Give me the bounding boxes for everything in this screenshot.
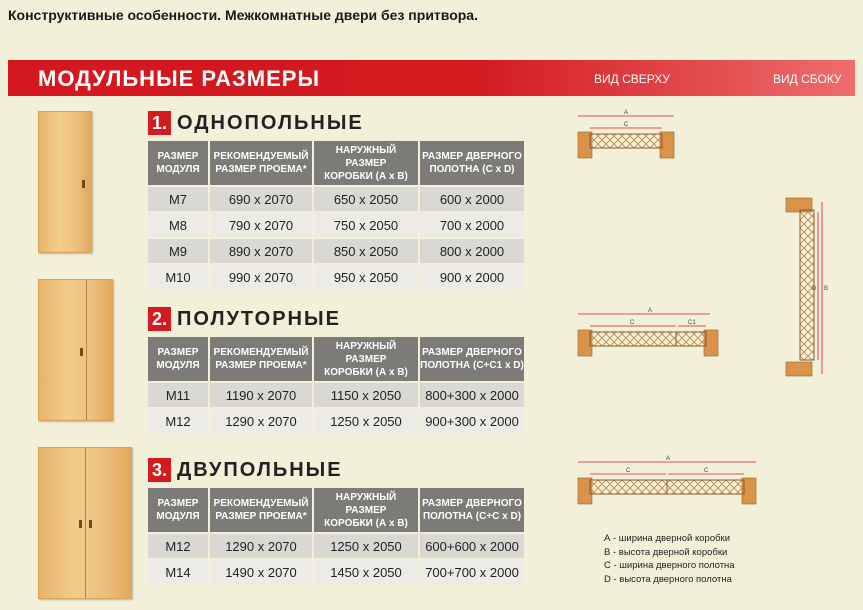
sizes-table-double [146, 486, 526, 586]
cell-module: М12 [148, 409, 208, 433]
dimension-label-c: C [704, 468, 709, 474]
table-row [148, 265, 524, 289]
cell-frame: 1150 x 2050 [314, 383, 418, 407]
door-handle-icon [80, 348, 83, 356]
col-header-frame: НАРУЖНЫЙ РАЗМЕР КОРОБКИ (А х В) [314, 488, 418, 532]
col-header-module: РАЗМЕР МОДУЛЯ [148, 337, 208, 381]
cell-frame: 1250 x 2050 [314, 534, 418, 558]
table-row [148, 409, 524, 433]
view-top-label: ВИД СВЕРХУ [594, 72, 670, 86]
cell-module: М14 [148, 560, 208, 584]
door-leaf-section-small [676, 332, 706, 346]
dimension-label-d: D [812, 286, 817, 292]
cell-opening: 690 x 2070 [210, 187, 312, 211]
door-handle-icon [79, 520, 82, 528]
dimension-label-c: C [630, 320, 635, 326]
cell-opening: 1490 x 2070 [210, 560, 312, 584]
double-door-image [38, 447, 132, 599]
cell-module: М9 [148, 239, 208, 263]
col-header-leaf: РАЗМЕР ДВЕРНОГО ПОЛОТНА (С х D) [420, 141, 524, 185]
cell-opening: 1290 x 2070 [210, 534, 312, 558]
door-leaf-section-right [667, 480, 744, 494]
dimension-label-a: A [624, 110, 629, 116]
col-header-leaf: РАЗМЕР ДВЕРНОГО ПОЛОТНА (С+С х D) [420, 488, 524, 532]
table-row [148, 534, 524, 558]
col-header-opening: РЕКОМЕНДУЕМЫЙ РАЗМЕР ПРОЕМА* [210, 141, 312, 185]
cell-opening: 1290 x 2070 [210, 409, 312, 433]
page-heading: Конструктивные особенности. Межкомнатные двери без притвора. [8, 7, 478, 23]
sizes-table-single [146, 139, 526, 291]
sizes-table-one-and-half [146, 335, 526, 435]
legend-item: D - высота дверного полотна [604, 573, 732, 585]
legend-item: В - высота дверной коробки [604, 546, 728, 558]
cell-opening: 1190 x 2070 [210, 383, 312, 407]
legend-item: С - ширина дверного полотна [604, 560, 735, 571]
cell-frame: 950 x 2050 [314, 265, 418, 289]
table-row [148, 187, 524, 211]
single-door-top-view-diagram [570, 108, 690, 164]
table-row [148, 383, 524, 407]
banner-title: МОДУЛЬНЫЕ РАЗМЕРЫ [38, 66, 321, 91]
col-header-frame: НАРУЖНЫЙ РАЗМЕР КОРОБКИ (А х В) [314, 337, 418, 381]
section-banner [8, 60, 855, 96]
table-row [148, 560, 524, 584]
cell-leaf: 800 x 2000 [420, 239, 524, 263]
door-leaf-section [590, 134, 662, 148]
col-header-frame: НАРУЖНЫЙ РАЗМЕР КОРОБКИ (А х В) [314, 141, 418, 185]
dimension-label-a: A [666, 456, 671, 462]
dimension-label-b: B [824, 286, 829, 292]
section-number: 2. [148, 307, 171, 331]
table-row [148, 239, 524, 263]
cell-module: М7 [148, 187, 208, 211]
cell-module: М10 [148, 265, 208, 289]
dimension-label-c: C [624, 122, 629, 128]
dimension-label-c: C [626, 468, 631, 474]
cell-leaf: 900+300 x 2000 [420, 409, 524, 433]
cell-module: М12 [148, 534, 208, 558]
section-one-and-half [148, 307, 341, 331]
dimension-label-a: A [648, 308, 653, 314]
view-side-label: ВИД СБОКУ [773, 72, 842, 86]
cell-module: М11 [148, 383, 208, 407]
cell-leaf: 600+600 x 2000 [420, 534, 524, 558]
section-single [148, 111, 364, 135]
diagram-legend [604, 532, 735, 586]
single-door-image [38, 111, 92, 253]
frame-sill [786, 362, 812, 376]
col-header-opening: РЕКОМЕНДУЕМЫЙ РАЗМЕР ПРОЕМА* [210, 337, 312, 381]
col-header-module: РАЗМЕР МОДУЛЯ [148, 488, 208, 532]
door-leaf-side-section [800, 210, 814, 360]
cell-frame: 1450 x 2050 [314, 560, 418, 584]
cell-module: М8 [148, 213, 208, 237]
cell-opening: 890 x 2070 [210, 239, 312, 263]
cell-frame: 850 x 2050 [314, 239, 418, 263]
cell-frame: 750 x 2050 [314, 213, 418, 237]
cell-frame: 650 x 2050 [314, 187, 418, 211]
door-leaf-section-left [590, 480, 667, 494]
cell-leaf: 700+700 x 2000 [420, 560, 524, 584]
cell-opening: 990 x 2070 [210, 265, 312, 289]
cell-leaf: 700 x 2000 [420, 213, 524, 237]
cell-opening: 790 x 2070 [210, 213, 312, 237]
section-double [148, 458, 343, 482]
section-title: ДВУПОЛЬНЫЕ [177, 458, 343, 481]
section-title: ПОЛУТОРНЫЕ [177, 307, 341, 330]
double-door-top-view-diagram [570, 452, 770, 508]
one-and-half-door-top-view-diagram [570, 306, 725, 362]
cell-leaf: 900 x 2000 [420, 265, 524, 289]
side-view-diagram [780, 192, 844, 382]
cell-leaf: 800+300 x 2000 [420, 383, 524, 407]
door-handle-icon [82, 180, 85, 188]
col-header-leaf: РАЗМЕР ДВЕРНОГО ПОЛОТНА (С+С1 х D) [420, 337, 524, 381]
legend-item: А - ширина дверной коробки [604, 533, 731, 544]
section-number: 3. [148, 458, 171, 482]
door-handle-icon [89, 520, 92, 528]
section-number: 1. [148, 111, 171, 135]
cell-frame: 1250 x 2050 [314, 409, 418, 433]
dimension-label-c1: C1 [688, 320, 696, 326]
section-title: ОДНОПОЛЬНЫЕ [177, 111, 364, 134]
col-header-opening: РЕКОМЕНДУЕМЫЙ РАЗМЕР ПРОЕМА* [210, 488, 312, 532]
door-leaf-section-main [590, 332, 676, 346]
one-and-half-door-image [38, 279, 113, 421]
cell-leaf: 600 x 2000 [420, 187, 524, 211]
col-header-module: РАЗМЕР МОДУЛЯ [148, 141, 208, 185]
table-row [148, 213, 524, 237]
